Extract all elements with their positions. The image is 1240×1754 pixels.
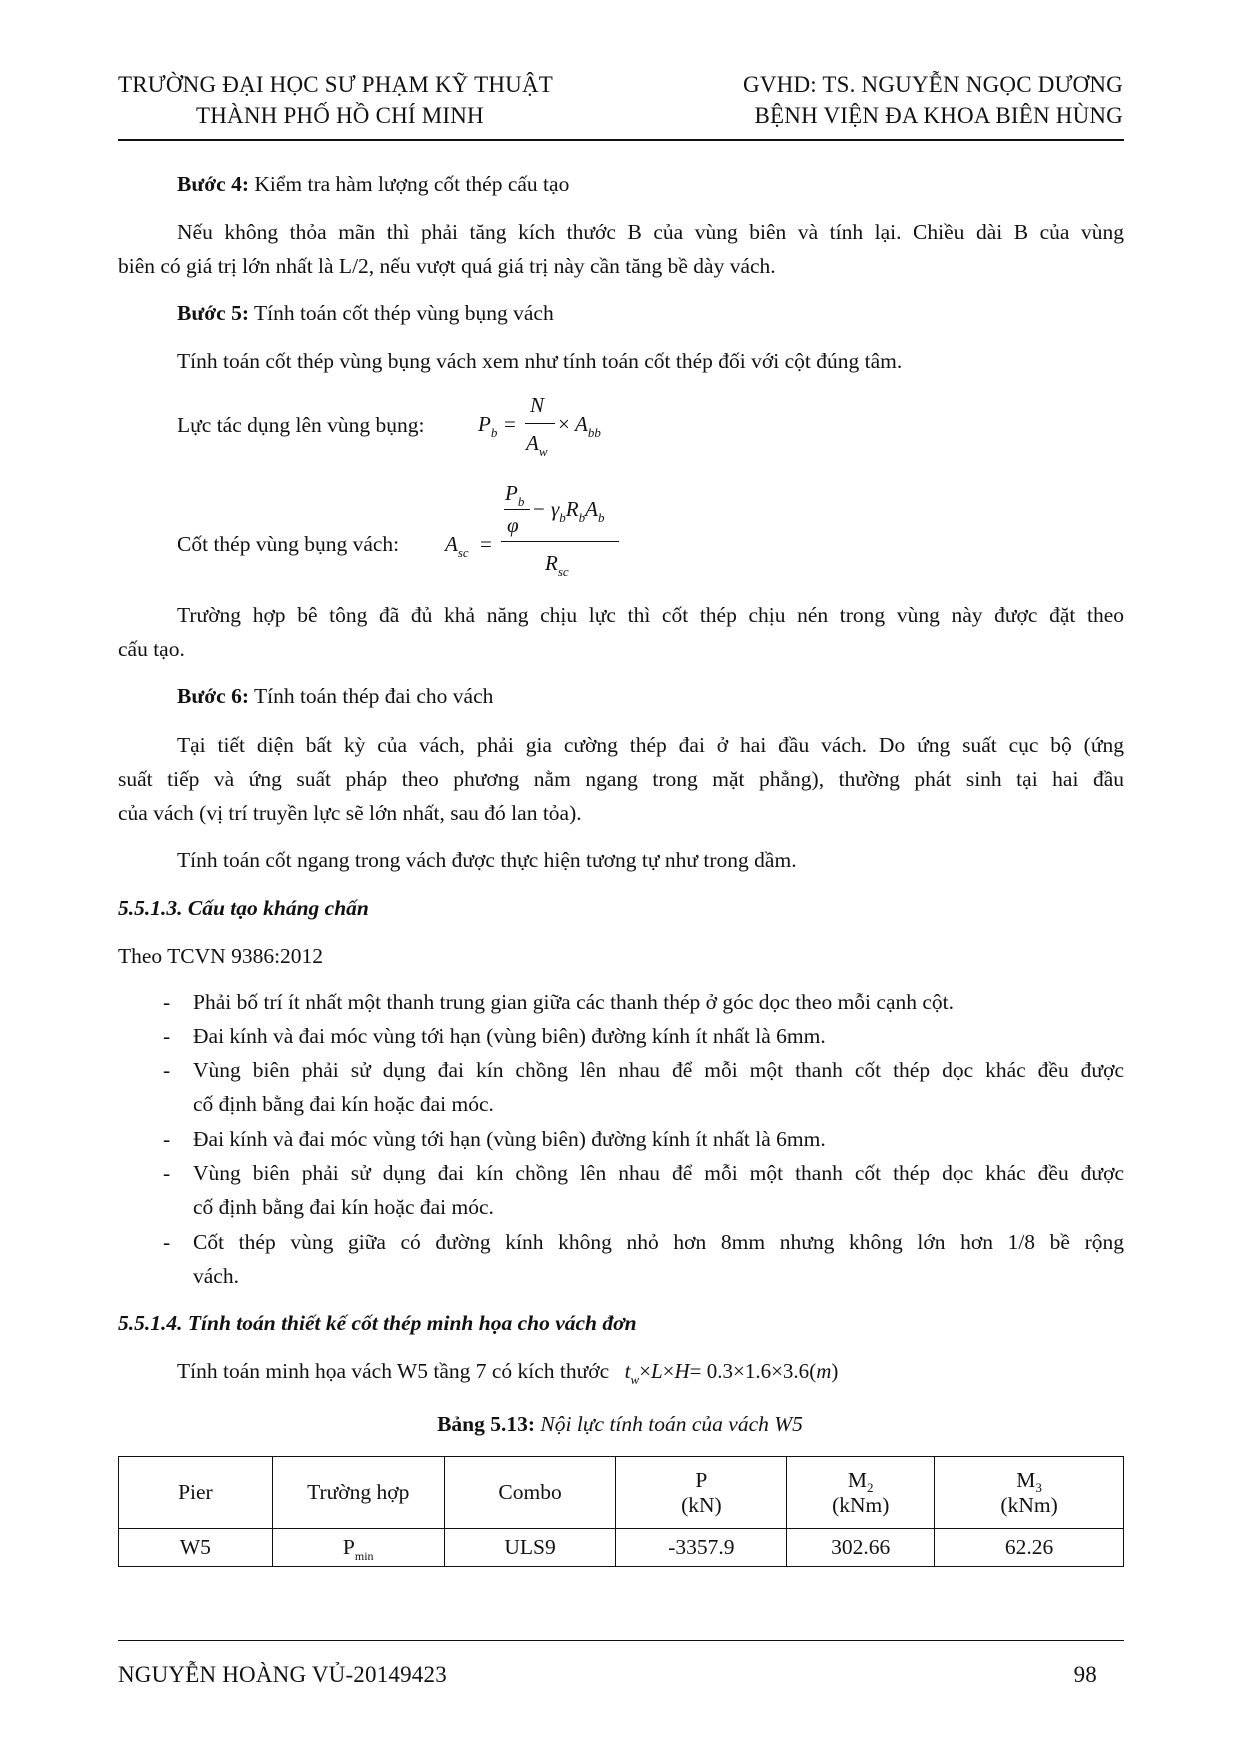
paragraph-1-line1: Nếu không thỏa mãn thì phải tăng kích thước B của vùng biên và tính lại. Chiều dài B của vùng — [177, 220, 1124, 244]
formula1-pb: $P_b$ — [478, 412, 498, 440]
bullet-dash: - — [163, 1127, 171, 1151]
formula1 — [478, 393, 618, 463]
header-divider — [118, 139, 1124, 141]
header-pier: Pier — [119, 1457, 273, 1529]
bullet-dash: - — [163, 1161, 171, 1185]
bullet-dash: - — [163, 1058, 171, 1082]
formula2-gamma-rb-ab: $\gamma_bR_bA_b$ — [551, 497, 605, 525]
step5-text: Tính toán cốt thép vùng bụng vách — [248, 301, 554, 325]
bullet-2: Đai kính và đai móc vùng tới hạn (vùng biên) đường kính ít nhất là 6mm. — [193, 1024, 826, 1048]
formula1-eq: = — [504, 412, 516, 436]
formula2-pb: $P_b$ — [505, 481, 525, 509]
section-5-5-1-4-title: 5.5.1.4. Tính toán thiết kế cốt thép minh họa cho vách đơn — [118, 1311, 637, 1335]
paragraph-5: Tính toán cốt ngang trong vách được thực hiện tương tự như trong dầm. — [177, 848, 797, 872]
formula2-label: Cốt thép vùng bụng vách: — [177, 532, 400, 556]
header-m3: $M_3$ (kNm) — [935, 1457, 1124, 1529]
cell-p: -3357.9 — [616, 1529, 787, 1567]
step6-label: Bước 6: — [177, 684, 249, 708]
table-caption-text: Nội lực tính toán của vách W5 — [535, 1412, 803, 1436]
paragraph-4-line1: Tại tiết diện bất kỳ của vách, phải gia cường thép đai ở hai đầu vách. Do ứng suất cục bộ (ứng — [177, 733, 1124, 757]
paragraph-6-text: Tính toán minh họa vách W5 tầng 7 có kích thước — [177, 1359, 610, 1383]
bullet-5-line2: cố định bằng đai kín hoặc đai móc. — [193, 1195, 494, 1219]
formula1-numerator: N — [530, 393, 545, 417]
wall-dimensions-formula: $t_w\times L\times H= 0.3\times 1.6\times 3.6(m)$ — [624, 1359, 839, 1387]
formula2 — [445, 481, 625, 581]
footer-author: NGUYỄN HOÀNG VỦ-20149423 — [118, 1662, 447, 1687]
bullet-dash: - — [163, 1230, 171, 1254]
header-school-line2: THÀNH PHỐ HỒ CHÍ MINH — [196, 103, 484, 128]
formula1-times: × — [558, 412, 570, 436]
bullet-3-line2: cố định bằng đai kín hoặc đai móc. — [193, 1092, 494, 1116]
cell-m2: 302.66 — [787, 1529, 935, 1567]
bullet-4: Đai kính và đai móc vùng tới hạn (vùng biên) đường kính ít nhất là 6mm. — [193, 1127, 826, 1151]
paragraph-4-line3: của vách (vị trí truyền lực sẽ lớn nhất, sau đó lan tỏa). — [118, 801, 582, 825]
header-m2: $M_2$ (kNm) — [787, 1457, 935, 1529]
formula1-label: Lực tác dụng lên vùng bụng: — [177, 413, 425, 437]
bullet-dash: - — [163, 990, 171, 1014]
paragraph-6 — [177, 1359, 838, 1386]
header-case: Trường hợp — [272, 1457, 444, 1529]
step4-label: Bước 4: — [177, 172, 249, 196]
step5-heading — [177, 301, 554, 325]
table-caption — [0, 1412, 1240, 1436]
formula2-rsc: $R_{sc}$ — [545, 551, 569, 579]
bullet-6-line1: Cốt thép vùng giữa có đường kính không nhỏ hơn 8mm nhưng không lớn hơn 1/8 bề rộng — [193, 1230, 1124, 1254]
paragraph-1-line2: biên có giá trị lớn nhất là L/2, nếu vượt quá giá trị này cần tăng bề dày vách. — [118, 254, 776, 278]
step5-label: Bước 5: — [177, 301, 249, 325]
paragraph-2: Tính toán cốt thép vùng bụng vách xem như tính toán cốt thép đối với cột đúng tâm. — [177, 349, 903, 373]
table-header-row — [119, 1457, 1124, 1529]
header-school-line1: TRƯỜNG ĐẠI HỌC SƯ PHẠM KỸ THUẬT — [118, 72, 554, 97]
bullet-1: Phải bố trí ít nhất một thanh trung gian giữa các thanh thép ở góc dọc theo mỗi cạnh cột. — [193, 990, 955, 1014]
formula2-phi: φ — [507, 513, 519, 537]
bullet-dash: - — [163, 1024, 171, 1048]
formula1-denominator: $A_w$ — [526, 431, 548, 459]
footer-divider — [118, 1640, 1124, 1641]
paragraph-3-line2: cấu tạo. — [118, 637, 185, 661]
cell-m3: 62.26 — [935, 1529, 1124, 1567]
bullet-6-line2: vách. — [193, 1264, 239, 1288]
page-number: 98 — [1073, 1662, 1097, 1687]
cell-combo: ULS9 — [444, 1529, 616, 1567]
internal-forces-table — [118, 1456, 1124, 1567]
step4-heading — [177, 172, 569, 196]
bullet-3-line1: Vùng biên phải sử dụng đai kín chồng lên nhau để mỗi một thanh cốt thép dọc khác đều được — [193, 1058, 1124, 1082]
table-caption-label: Bảng 5.13: — [437, 1412, 536, 1436]
cell-case: $P_{min}$ — [272, 1529, 444, 1567]
section-5-5-1-3-title: 5.5.1.3. Cấu tạo kháng chấn — [118, 896, 369, 920]
formula1-abb: $A_{bb}$ — [575, 412, 601, 440]
bullet-5-line1: Vùng biên phải sử dụng đai kín chồng lên nhau để mỗi một thanh cốt thép dọc khác đều được — [193, 1161, 1124, 1185]
header-project: BỆNH VIỆN ĐA KHOA BIÊN HÙNG — [754, 103, 1123, 128]
table-row — [119, 1529, 1124, 1567]
step6-text: Tính toán thép đai cho vách — [248, 684, 494, 708]
formula2-eq: = — [480, 532, 492, 556]
paragraph-3-line1: Trường hợp bê tông đã đủ khả năng chịu lực thì cốt thép chịu nén trong vùng này được đặt theo — [177, 603, 1124, 627]
formula2-asc: $A_{sc}$ — [445, 532, 469, 560]
header-advisor: GVHD: TS. NGUYỄN NGỌC DƯƠNG — [743, 72, 1123, 97]
cell-pier: W5 — [119, 1529, 273, 1567]
header-combo: Combo — [444, 1457, 616, 1529]
step6-heading — [177, 684, 493, 708]
formula2-minus: − — [533, 497, 545, 521]
header-p: P (kN) — [616, 1457, 787, 1529]
paragraph-4-line2: suất tiếp và ứng suất pháp theo phương nằm ngang trong mặt phẳng), thường phát sinh tại hai đầu — [118, 767, 1124, 791]
section-5-5-1-3-intro: Theo TCVN 9386:2012 — [118, 944, 324, 968]
step4-text: Kiểm tra hàm lượng cốt thép cấu tạo — [248, 172, 570, 196]
